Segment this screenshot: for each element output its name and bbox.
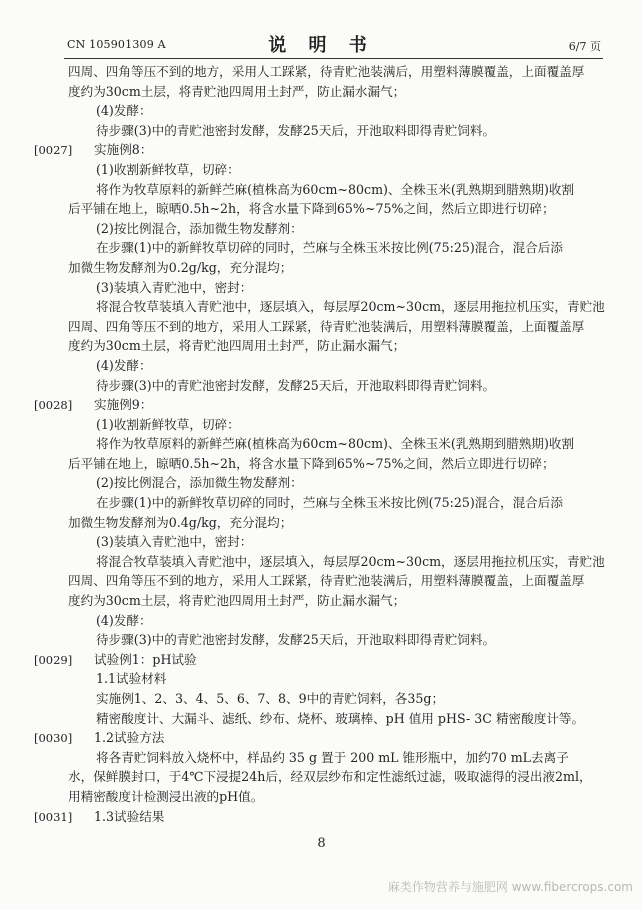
line-text: 待步骤(3)中的青贮池密封发酵，发酵25天后，开池取料即得青贮饲料。 — [96, 122, 496, 138]
text-line — [68, 787, 613, 807]
text-line — [68, 611, 613, 631]
text-line — [68, 62, 613, 82]
text-line — [68, 689, 613, 709]
page-header — [0, 0, 643, 62]
text-line — [68, 278, 613, 298]
text-line — [68, 199, 613, 219]
page-indicator: 6/7 页 — [568, 40, 601, 53]
line-text: (4)发酵： — [96, 357, 152, 373]
paragraph-heading — [34, 650, 613, 670]
line-text: (1)收割新鲜牧草，切碎： — [96, 161, 240, 177]
text-line — [68, 356, 613, 376]
text-line — [68, 415, 613, 435]
line-text: (2)按比例混合，添加微生物发酵剂： — [96, 220, 303, 236]
line-text: (3)装填入青贮池中，密封： — [96, 534, 253, 550]
text-line — [68, 180, 613, 200]
line-text: (4)发酵： — [96, 612, 152, 628]
line-text: 将作为牧草原料的新鲜苎麻(植株高为60cm~80cm)、全株玉米(乳熟期到腊熟期)收割 — [96, 436, 575, 452]
document-body — [34, 62, 613, 826]
line-text: 四周、四角等压不到的地方，采用人工踩紧，待青贮池装满后，用塑料薄膜覆盖，上面覆盖厚 — [68, 64, 585, 79]
line-text: 实施例1、2、3、4、5、6、7、8、9中的青贮饲料，各35g； — [96, 691, 445, 706]
paragraph-heading — [34, 728, 613, 748]
paragraph-heading — [34, 395, 613, 415]
text-line — [68, 709, 613, 729]
line-text: 精密酸度计、大漏斗、滤纸、纱布、烧杯、玻璃棒、pH 值用 pHS- 3C 精密酸度计等。 — [96, 710, 585, 726]
line-text: 后平铺在地上，晾晒0.5h~2h，将含水量下降到65%~75%之间，然后立即进行切碎； — [68, 201, 555, 217]
line-text: 将混合牧草装填入青贮池中，逐层填入，每层厚20cm~30cm，逐层用拖拉机压实，青贮池 — [96, 299, 605, 315]
line-text: 在步骤(1)中的新鲜牧草切碎的同时，苎麻与全株玉米按比例(75:25)混合，混合后添 — [96, 240, 563, 256]
text-line — [68, 571, 613, 591]
text-line — [68, 238, 613, 258]
paragraph-number: [0030] — [34, 731, 73, 746]
line-text: 待步骤(3)中的青贮池密封发酵，发酵25天后，开池取料即得青贮饲料。 — [96, 632, 496, 648]
line-text: 将作为牧草原料的新鲜苎麻(植株高为60cm~80cm)、全株玉米(乳熟期到腊熟期)收割 — [96, 181, 575, 197]
text-line — [68, 317, 613, 337]
line-text: 实施例8： — [94, 142, 153, 158]
text-line — [68, 493, 613, 513]
line-text: 加微生物发酵剂为0.2g/kg，充分混均； — [68, 259, 293, 275]
text-line — [68, 513, 613, 533]
line-text: 待步骤(3)中的青贮池密封发酵，发酵25天后，开池取料即得青贮饲料。 — [96, 377, 496, 393]
text-line — [68, 219, 613, 239]
text-line — [68, 336, 613, 356]
text-line — [68, 82, 613, 102]
line-text: 用精密酸度计检测浸出液的pH值。 — [68, 788, 264, 804]
text-line — [68, 121, 613, 141]
header-rule — [64, 58, 603, 59]
line-text: 四周、四角等压不到的地方，采用人工踩紧，待青贮池装满后，用塑料薄膜覆盖，上面覆盖厚 — [68, 318, 585, 334]
line-text: 度约为30cm土层，将青贮池四周用土封严，防止漏水漏气； — [68, 593, 406, 609]
text-line — [68, 630, 613, 650]
patent-number: CN 105901309 A — [67, 38, 166, 51]
line-text: 试验例1：pH试验 — [94, 651, 197, 667]
line-text: 加微生物发酵剂为0.4g/kg，充分混均； — [68, 514, 293, 530]
line-text: 将各青贮饲料放入烧杯中，样品约 35 g 置于 200 mL 锥形瓶中，加约70 mL去离子 — [96, 749, 569, 765]
line-text: 度约为30cm土层，将青贮池四周用土封严，防止漏水漏气； — [68, 83, 406, 99]
text-line — [68, 434, 613, 454]
text-line — [68, 532, 613, 552]
line-text: 在步骤(1)中的新鲜牧草切碎的同时，苎麻与全株玉米按比例(75:25)混合，混合后添 — [96, 495, 563, 511]
line-text: 将混合牧草装填入青贮池中，逐层填入，每层厚20cm~30cm，逐层用拖拉机压实，青贮池 — [96, 553, 605, 569]
line-text: (4)发酵： — [96, 103, 152, 119]
line-text: 四周、四角等压不到的地方，采用人工踩紧，待青贮池装满后，用塑料薄膜覆盖，上面覆盖厚 — [68, 573, 585, 589]
line-text: 1.2试验方法 — [94, 730, 165, 746]
paragraph-heading — [34, 140, 613, 160]
text-line — [68, 454, 613, 474]
paragraph-heading — [34, 807, 613, 827]
line-text: (3)装填入青贮池中，密封： — [96, 279, 253, 295]
paragraph-number: [0029] — [34, 652, 73, 667]
text-line — [68, 552, 613, 572]
line-text: (1)收割新鲜牧草，切碎： — [96, 416, 240, 432]
line-text: 度约为30cm土层，将青贮池四周用土封严，防止漏水漏气； — [68, 338, 406, 354]
page-number: 8 — [317, 836, 326, 851]
text-line — [68, 669, 613, 689]
text-line — [68, 376, 613, 396]
text-line — [68, 748, 613, 768]
text-line — [68, 101, 613, 121]
paragraph-number: [0027] — [34, 143, 73, 158]
text-line — [68, 258, 613, 278]
line-text: 1.3试验结果 — [94, 808, 165, 824]
line-text: 水，保鲜膜封口，于4℃下浸提24h后，经双层纱布和定性滤纸过滤，吸取滤得的浸出液2ml， — [68, 769, 592, 785]
text-line — [68, 591, 613, 611]
watermark: 麻类作物营养与施肥网 www.fibercrops.com — [387, 880, 633, 894]
text-line — [68, 473, 613, 493]
line-text: 实施例9： — [94, 397, 153, 413]
line-text: 后平铺在地上，晾晒0.5h~2h，将含水量下降到65%~75%之间，然后立即进行切碎； — [68, 455, 555, 471]
paragraph-number: [0028] — [34, 398, 73, 413]
paragraph-number: [0031] — [34, 809, 73, 824]
line-text: 1.1试验材料 — [96, 671, 167, 687]
document-title: 说 明 书 — [268, 35, 375, 56]
text-line — [68, 297, 613, 317]
text-line — [68, 767, 613, 787]
line-text: (2)按比例混合，添加微生物发酵剂： — [96, 475, 303, 491]
text-line — [68, 160, 613, 180]
